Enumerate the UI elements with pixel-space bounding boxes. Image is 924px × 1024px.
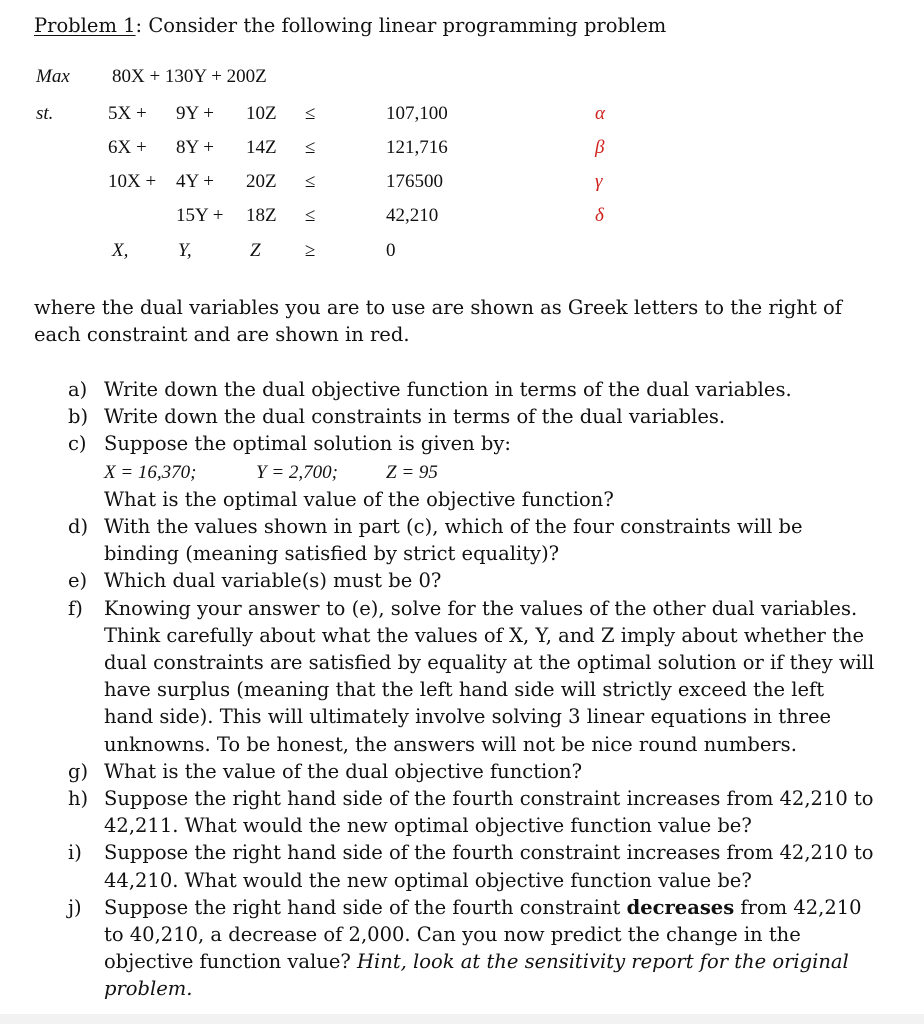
- question-label: h): [68, 787, 89, 811]
- problem-label: Problem 1: [34, 14, 136, 37]
- question-text-2: What is the optimal value of the objective function?: [104, 487, 614, 511]
- c1-x-term: 5X +: [108, 103, 147, 124]
- nonneg-y: Y,: [178, 240, 192, 261]
- subject-to-label: st.: [36, 103, 54, 124]
- question-text: Knowing your answer to (e), solve for the values of the other dual variables. Think carefully about what the values of X, Y, and Z imply about whether the dual constraints are satisfied by equality at the optimal solution or if they will have surplus (meaning that the left hand side will strictly exceed the left hand side). This will ultimately involve solving 3 linear equations in three unknowns. To be honest, the answers will not be nice round numbers.: [104, 596, 875, 756]
- question-b: [68, 403, 878, 430]
- question-label: c): [68, 432, 87, 456]
- dual-beta: β: [595, 137, 605, 158]
- max-label: Max: [36, 66, 70, 87]
- dual-delta: δ: [595, 205, 604, 226]
- question-text: Suppose the optimal solution is given by:: [104, 432, 512, 456]
- question-text: Suppose the right hand side of the fourth constraint: [104, 895, 627, 919]
- c3-x-term: 10X +: [108, 171, 157, 192]
- question-f: [68, 595, 878, 758]
- question-label: e): [68, 569, 88, 593]
- nonneg-z: Z: [250, 240, 261, 261]
- c3-operator: ≤: [305, 171, 316, 192]
- intro-paragraph: where the dual variables you are to use are shown as Greek letters to the right of each constraint and are shown in red.: [34, 296, 842, 346]
- page-bottom-edge: [0, 1014, 924, 1024]
- c2-rhs: 121,716: [386, 137, 448, 158]
- question-label: j): [68, 895, 82, 919]
- solution-y: Y = 2,700;: [256, 461, 338, 483]
- question-text: Which dual variable(s) must be 0?: [104, 569, 442, 593]
- c3-z-term: 20Z: [246, 171, 277, 192]
- question-text: Write down the dual objective function in terms of the dual variables.: [104, 378, 792, 401]
- nonneg-x: X,: [112, 240, 129, 261]
- problem-title: [34, 14, 666, 37]
- question-label: g): [68, 759, 89, 783]
- dual-gamma: γ: [595, 171, 603, 192]
- nonneg-rhs: 0: [386, 240, 396, 261]
- question-text-after: from 42,210 to 40,210, a decrease of 2,000. Can you now predict the change in the objective function value?: [104, 895, 862, 974]
- c2-x-term: 6X +: [108, 137, 147, 158]
- c2-y-term: 8Y +: [176, 137, 214, 158]
- question-d: [68, 513, 878, 567]
- question-text-bold: decreases: [626, 895, 735, 919]
- solution-x: X = 16,370;: [104, 461, 197, 483]
- problem-title-rest: : Consider the following linear programming problem: [135, 14, 667, 37]
- question-text: What is the value of the dual objective function?: [104, 759, 583, 783]
- c4-y-term: 15Y +: [176, 205, 224, 226]
- c3-rhs: 176500: [386, 171, 443, 192]
- question-label: a): [68, 378, 88, 401]
- c3-y-term: 4Y +: [176, 171, 214, 192]
- question-c: [68, 430, 878, 513]
- question-j: [68, 894, 878, 1003]
- c1-rhs: 107,100: [386, 103, 448, 124]
- c4-operator: ≤: [305, 205, 316, 226]
- c1-operator: ≤: [305, 103, 316, 124]
- question-label: d): [68, 515, 89, 539]
- question-label: i): [68, 841, 82, 865]
- objective-function: 80X + 130Y + 200Z: [112, 66, 267, 87]
- c2-z-term: 14Z: [246, 137, 277, 158]
- c4-rhs: 42,210: [386, 205, 439, 226]
- optimal-solution: [104, 462, 438, 483]
- c2-operator: ≤: [305, 137, 316, 158]
- question-text: Suppose the right hand side of the fourth constraint increases from 42,210 to 42,211. What would the new optimal objective function value be?: [104, 787, 874, 838]
- question-a: [68, 376, 878, 403]
- question-list: [68, 376, 878, 1003]
- c1-z-term: 10Z: [246, 103, 277, 124]
- question-text: Write down the dual constraints in terms of the dual variables.: [104, 405, 726, 429]
- c4-z-term: 18Z: [246, 205, 277, 226]
- question-g: [68, 758, 878, 785]
- solution-z: Z = 95: [386, 461, 438, 483]
- c1-y-term: 9Y +: [176, 103, 214, 124]
- question-label: f): [68, 596, 83, 620]
- question-text: With the values shown in part (c), which of the four constraints will be binding (meaning satisfied by strict equality)?: [104, 515, 803, 566]
- dual-alpha: α: [595, 103, 605, 124]
- question-h: [68, 785, 878, 839]
- question-label: b): [68, 405, 89, 429]
- question-e: [68, 567, 878, 594]
- question-text: Suppose the right hand side of the fourth constraint increases from 42,210 to 44,210. What would the new optimal objective function value be?: [104, 841, 874, 892]
- question-hint: Hint, look at the sensitivity report for the original problem.: [104, 950, 849, 1001]
- nonneg-operator: ≥: [305, 240, 316, 261]
- question-i: [68, 839, 878, 893]
